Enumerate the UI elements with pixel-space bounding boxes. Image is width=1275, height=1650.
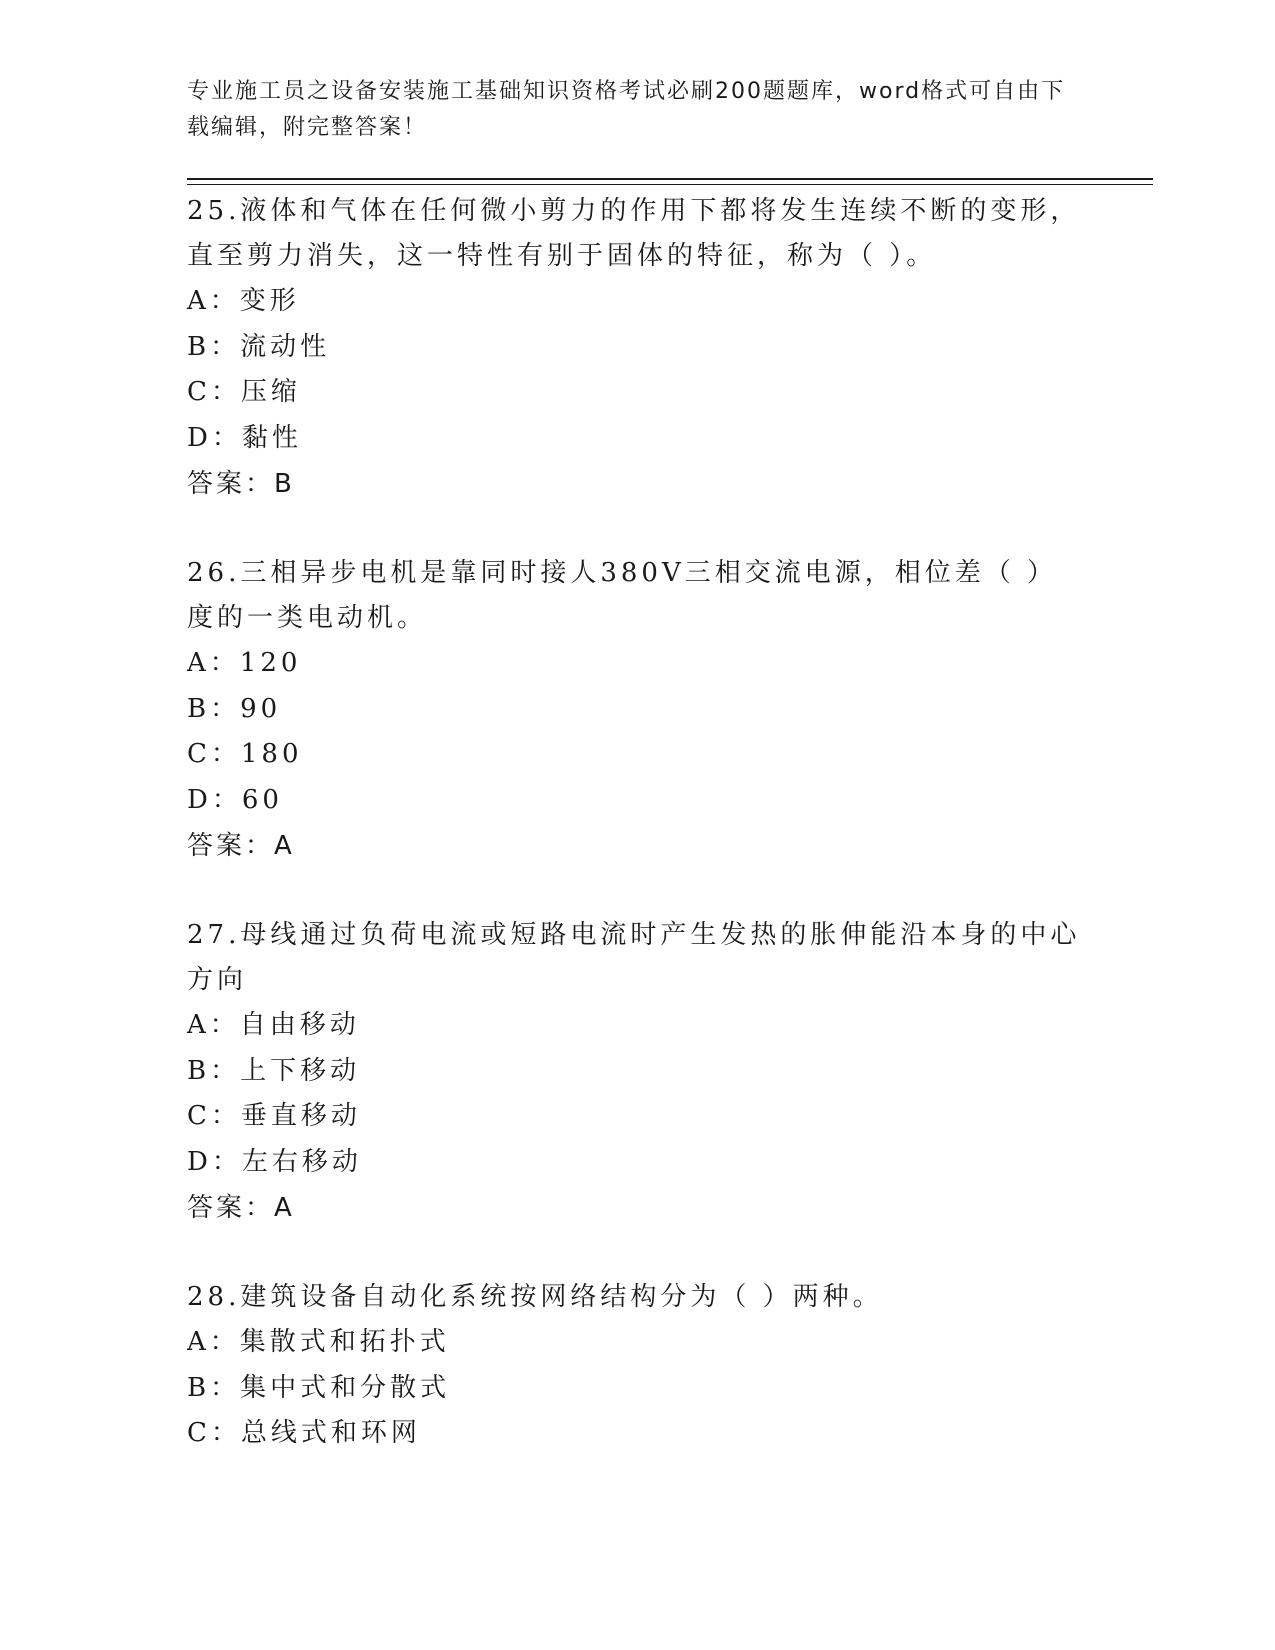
header-rule-thick — [187, 178, 1153, 180]
option-c: C：垂直移动 — [187, 1101, 361, 1131]
question-26 — [187, 549, 1087, 869]
option-a: A：120 — [187, 648, 302, 678]
option-c: C：压缩 — [187, 377, 301, 407]
question-list — [187, 187, 1087, 1499]
option-c: C：180 — [187, 739, 303, 769]
option-d: D：左右移动 — [187, 1146, 362, 1177]
answer-line: 答案：A — [187, 1193, 295, 1223]
document-header: 专业施工员之设备安装施工基础知识资格考试必刷200题题库，word格式可自由下载编辑，附完整答案！ — [187, 79, 1066, 140]
header-rule-thin — [187, 184, 1153, 185]
question-text: 28.建筑设备自动化系统按网络结构分为（ ）两种。 — [187, 1282, 883, 1312]
option-a: A：变形 — [187, 286, 300, 316]
question-text: 27.母线通过负荷电流或短路电流时产生发热的胀伸能沿本身的中心方向 — [187, 920, 1081, 995]
question-25 — [187, 187, 1087, 507]
option-a: A：集散式和拓扑式 — [187, 1327, 450, 1357]
option-a: A：自由移动 — [187, 1010, 360, 1040]
option-d: D：黏性 — [187, 422, 302, 453]
answer-line: 答案：B — [187, 469, 295, 499]
option-b: B：上下移动 — [187, 1055, 361, 1086]
question-text: 25.液体和气体在任何微小剪力的作用下都将发生连续不断的变形，直至剪力消失，这一特性有别于固体的特征，称为（ ）。 — [187, 196, 1081, 271]
question-28 — [187, 1273, 1087, 1457]
option-b: B：集中式和分散式 — [187, 1372, 451, 1403]
option-b: B：90 — [187, 693, 282, 724]
option-d: D：60 — [187, 784, 283, 815]
option-c: C：总线式和环网 — [187, 1418, 421, 1448]
question-27 — [187, 911, 1087, 1231]
option-b: B：流动性 — [187, 331, 331, 362]
question-text: 26.三相异步电机是靠同时接人380V三相交流电源，相位差（ ）度的一类电动机。 — [187, 558, 1058, 633]
answer-line: 答案：A — [187, 831, 295, 861]
